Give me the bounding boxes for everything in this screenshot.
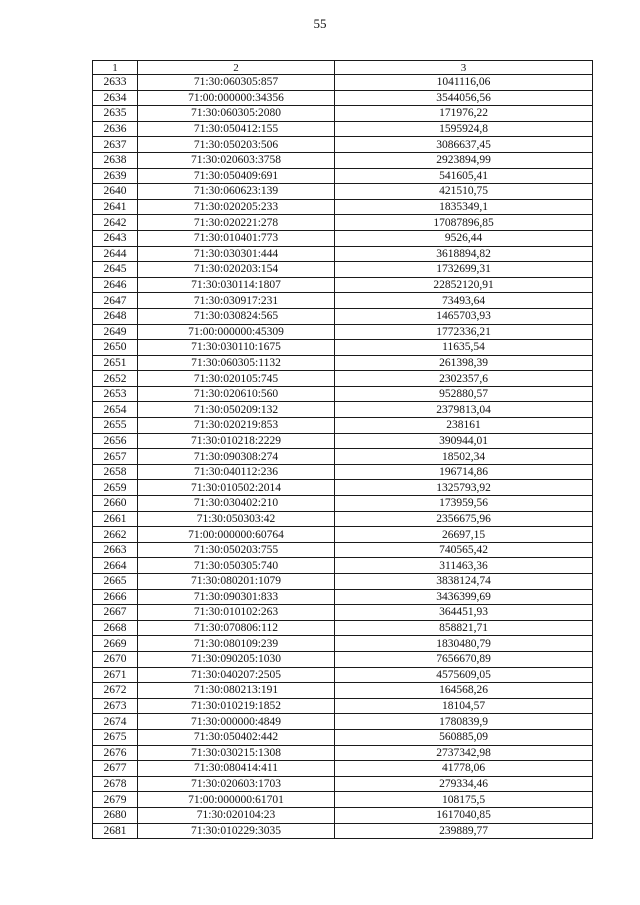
row-number-cell: 2648 bbox=[93, 308, 138, 324]
row-number-cell: 2647 bbox=[93, 293, 138, 309]
row-number-cell: 2669 bbox=[93, 636, 138, 652]
row-number-cell: 2644 bbox=[93, 246, 138, 262]
value-cell: 2356675,96 bbox=[335, 511, 593, 527]
row-number-cell: 2659 bbox=[93, 480, 138, 496]
table-row bbox=[93, 121, 593, 137]
registry-table-container bbox=[92, 60, 589, 839]
table-row bbox=[93, 402, 593, 418]
row-number-cell: 2660 bbox=[93, 496, 138, 512]
cadastral-number-cell: 71:00:000000:45309 bbox=[138, 324, 335, 340]
value-cell: 73493,64 bbox=[335, 293, 593, 309]
value-cell: 279334,46 bbox=[335, 776, 593, 792]
value-cell: 7656670,89 bbox=[335, 651, 593, 667]
table-row bbox=[93, 184, 593, 200]
value-cell: 1780839,9 bbox=[335, 714, 593, 730]
value-cell: 1772336,21 bbox=[335, 324, 593, 340]
table-row bbox=[93, 527, 593, 543]
cadastral-number-cell: 71:30:050409:691 bbox=[138, 168, 335, 184]
table-row bbox=[93, 683, 593, 699]
cadastral-number-cell: 71:30:080201:1079 bbox=[138, 574, 335, 590]
value-cell: 4575609,05 bbox=[335, 667, 593, 683]
table-row bbox=[93, 823, 593, 839]
row-number-cell: 2670 bbox=[93, 651, 138, 667]
cadastral-number-cell: 71:30:010219:1852 bbox=[138, 698, 335, 714]
table-row bbox=[93, 698, 593, 714]
value-cell: 1465703,93 bbox=[335, 308, 593, 324]
cadastral-number-cell: 71:30:020203:154 bbox=[138, 262, 335, 278]
cadastral-number-cell: 71:30:020610:560 bbox=[138, 386, 335, 402]
row-number-cell: 2634 bbox=[93, 90, 138, 106]
cadastral-number-cell: 71:30:020219:853 bbox=[138, 418, 335, 434]
table-row bbox=[93, 792, 593, 808]
value-cell: 41778,06 bbox=[335, 761, 593, 777]
value-cell: 1595924,8 bbox=[335, 121, 593, 137]
row-number-cell: 2661 bbox=[93, 511, 138, 527]
table-row bbox=[93, 246, 593, 262]
table-row bbox=[93, 620, 593, 636]
cadastral-number-cell: 71:30:060623:139 bbox=[138, 184, 335, 200]
value-cell: 390944,01 bbox=[335, 433, 593, 449]
row-number-cell: 2652 bbox=[93, 371, 138, 387]
registry-table bbox=[92, 60, 593, 839]
value-cell: 3436399,69 bbox=[335, 589, 593, 605]
row-number-cell: 2649 bbox=[93, 324, 138, 340]
row-number-cell: 2654 bbox=[93, 402, 138, 418]
cadastral-number-cell: 71:30:010229:3035 bbox=[138, 823, 335, 839]
cadastral-number-cell: 71:30:020603:1703 bbox=[138, 776, 335, 792]
table-row bbox=[93, 230, 593, 246]
value-cell: 3086637,45 bbox=[335, 137, 593, 153]
page-number: 55 bbox=[313, 16, 327, 31]
cadastral-number-cell: 71:00:000000:61701 bbox=[138, 792, 335, 808]
table-row bbox=[93, 386, 593, 402]
row-number-cell: 2673 bbox=[93, 698, 138, 714]
cadastral-number-cell: 71:30:020221:278 bbox=[138, 215, 335, 231]
table-row bbox=[93, 418, 593, 434]
cadastral-number-cell: 71:30:010401:773 bbox=[138, 230, 335, 246]
cadastral-number-cell: 71:30:020104:23 bbox=[138, 807, 335, 823]
row-number-cell: 2664 bbox=[93, 558, 138, 574]
value-cell: 9526,44 bbox=[335, 230, 593, 246]
cadastral-number-cell: 71:30:080109:239 bbox=[138, 636, 335, 652]
table-row bbox=[93, 464, 593, 480]
table-row bbox=[93, 558, 593, 574]
table-row bbox=[93, 75, 593, 91]
table-body bbox=[93, 75, 593, 839]
value-cell: 18104,57 bbox=[335, 698, 593, 714]
table-row bbox=[93, 168, 593, 184]
table-row bbox=[93, 308, 593, 324]
value-cell: 1830480,79 bbox=[335, 636, 593, 652]
value-cell: 261398,39 bbox=[335, 355, 593, 371]
row-number-cell: 2658 bbox=[93, 464, 138, 480]
row-number-cell: 2656 bbox=[93, 433, 138, 449]
row-number-cell: 2650 bbox=[93, 340, 138, 356]
row-number-cell: 2636 bbox=[93, 121, 138, 137]
value-cell: 108175,5 bbox=[335, 792, 593, 808]
cadastral-number-cell: 71:30:010218:2229 bbox=[138, 433, 335, 449]
cadastral-number-cell: 71:30:080213:191 bbox=[138, 683, 335, 699]
table-row bbox=[93, 745, 593, 761]
value-cell: 2923894,99 bbox=[335, 152, 593, 168]
table-row bbox=[93, 433, 593, 449]
cadastral-number-cell: 71:00:000000:60764 bbox=[138, 527, 335, 543]
cadastral-number-cell: 71:30:090205:1030 bbox=[138, 651, 335, 667]
cadastral-number-cell: 71:30:050402:442 bbox=[138, 729, 335, 745]
row-number-cell: 2663 bbox=[93, 542, 138, 558]
cadastral-number-cell: 71:30:050203:755 bbox=[138, 542, 335, 558]
cadastral-number-cell: 71:30:030114:1807 bbox=[138, 277, 335, 293]
cadastral-number-cell: 71:30:030301:444 bbox=[138, 246, 335, 262]
row-number-cell: 2666 bbox=[93, 589, 138, 605]
value-cell: 164568,26 bbox=[335, 683, 593, 699]
value-cell: 3838124,74 bbox=[335, 574, 593, 590]
cadastral-number-cell: 71:30:040112:236 bbox=[138, 464, 335, 480]
row-number-cell: 2657 bbox=[93, 449, 138, 465]
table-row bbox=[93, 262, 593, 278]
table-row bbox=[93, 324, 593, 340]
row-number-cell: 2678 bbox=[93, 776, 138, 792]
row-number-cell: 2635 bbox=[93, 106, 138, 122]
cadastral-number-cell: 71:30:040207:2505 bbox=[138, 667, 335, 683]
value-cell: 858821,71 bbox=[335, 620, 593, 636]
row-number-cell: 2640 bbox=[93, 184, 138, 200]
table-row bbox=[93, 761, 593, 777]
row-number-cell: 2668 bbox=[93, 620, 138, 636]
column-header-2: 2 bbox=[138, 61, 335, 75]
row-number-cell: 2646 bbox=[93, 277, 138, 293]
table-row bbox=[93, 277, 593, 293]
value-cell: 11635,54 bbox=[335, 340, 593, 356]
table-header bbox=[93, 61, 593, 75]
row-number-cell: 2645 bbox=[93, 262, 138, 278]
row-number-cell: 2638 bbox=[93, 152, 138, 168]
row-number-cell: 2643 bbox=[93, 230, 138, 246]
value-cell: 239889,77 bbox=[335, 823, 593, 839]
table-row bbox=[93, 511, 593, 527]
row-number-cell: 2642 bbox=[93, 215, 138, 231]
value-cell: 952880,57 bbox=[335, 386, 593, 402]
row-number-cell: 2672 bbox=[93, 683, 138, 699]
table-row bbox=[93, 636, 593, 652]
cadastral-number-cell: 71:30:030110:1675 bbox=[138, 340, 335, 356]
value-cell: 1617040,85 bbox=[335, 807, 593, 823]
cadastral-number-cell: 71:00:000000:34356 bbox=[138, 90, 335, 106]
table-row bbox=[93, 137, 593, 153]
header-row bbox=[93, 61, 593, 75]
table-row bbox=[93, 480, 593, 496]
row-number-cell: 2655 bbox=[93, 418, 138, 434]
table-row bbox=[93, 667, 593, 683]
value-cell: 2737342,98 bbox=[335, 745, 593, 761]
cadastral-number-cell: 71:30:090301:833 bbox=[138, 589, 335, 605]
cadastral-number-cell: 71:30:030917:231 bbox=[138, 293, 335, 309]
row-number-cell: 2637 bbox=[93, 137, 138, 153]
cadastral-number-cell: 71:30:020105:745 bbox=[138, 371, 335, 387]
table-row bbox=[93, 542, 593, 558]
cadastral-number-cell: 71:30:050303:42 bbox=[138, 511, 335, 527]
table-row bbox=[93, 496, 593, 512]
table-row bbox=[93, 106, 593, 122]
value-cell: 311463,36 bbox=[335, 558, 593, 574]
value-cell: 173959,56 bbox=[335, 496, 593, 512]
cadastral-number-cell: 71:30:020603:3758 bbox=[138, 152, 335, 168]
cadastral-number-cell: 71:30:000000:4849 bbox=[138, 714, 335, 730]
value-cell: 171976,22 bbox=[335, 106, 593, 122]
table-row bbox=[93, 574, 593, 590]
value-cell: 26697,15 bbox=[335, 527, 593, 543]
value-cell: 1041116,06 bbox=[335, 75, 593, 91]
table-row bbox=[93, 199, 593, 215]
row-number-cell: 2667 bbox=[93, 605, 138, 621]
cadastral-number-cell: 71:30:050412:155 bbox=[138, 121, 335, 137]
value-cell: 1732699,31 bbox=[335, 262, 593, 278]
value-cell: 364451,93 bbox=[335, 605, 593, 621]
table-row bbox=[93, 152, 593, 168]
table-row bbox=[93, 651, 593, 667]
cadastral-number-cell: 71:30:060305:2080 bbox=[138, 106, 335, 122]
row-number-cell: 2680 bbox=[93, 807, 138, 823]
value-cell: 22852120,91 bbox=[335, 277, 593, 293]
value-cell: 196714,86 bbox=[335, 464, 593, 480]
cadastral-number-cell: 71:30:030215:1308 bbox=[138, 745, 335, 761]
table-row bbox=[93, 215, 593, 231]
cadastral-number-cell: 71:30:090308:274 bbox=[138, 449, 335, 465]
row-number-cell: 2633 bbox=[93, 75, 138, 91]
column-header-3: 3 bbox=[335, 61, 593, 75]
row-number-cell: 2671 bbox=[93, 667, 138, 683]
cadastral-number-cell: 71:30:060305:857 bbox=[138, 75, 335, 91]
table-row bbox=[93, 605, 593, 621]
table-row bbox=[93, 776, 593, 792]
row-number-cell: 2674 bbox=[93, 714, 138, 730]
row-number-cell: 2665 bbox=[93, 574, 138, 590]
cadastral-number-cell: 71:30:030402:210 bbox=[138, 496, 335, 512]
row-number-cell: 2681 bbox=[93, 823, 138, 839]
value-cell: 17087896,85 bbox=[335, 215, 593, 231]
table-row bbox=[93, 589, 593, 605]
row-number-cell: 2639 bbox=[93, 168, 138, 184]
value-cell: 18502,34 bbox=[335, 449, 593, 465]
value-cell: 421510,75 bbox=[335, 184, 593, 200]
row-number-cell: 2675 bbox=[93, 729, 138, 745]
cadastral-number-cell: 71:30:050209:132 bbox=[138, 402, 335, 418]
row-number-cell: 2676 bbox=[93, 745, 138, 761]
value-cell: 1325793,92 bbox=[335, 480, 593, 496]
cadastral-number-cell: 71:30:070806:112 bbox=[138, 620, 335, 636]
row-number-cell: 2662 bbox=[93, 527, 138, 543]
cadastral-number-cell: 71:30:060305:1132 bbox=[138, 355, 335, 371]
value-cell: 238161 bbox=[335, 418, 593, 434]
column-header-1: 1 bbox=[93, 61, 138, 75]
table-row bbox=[93, 807, 593, 823]
value-cell: 2302357,6 bbox=[335, 371, 593, 387]
cadastral-number-cell: 71:30:010502:2014 bbox=[138, 480, 335, 496]
row-number-cell: 2677 bbox=[93, 761, 138, 777]
table-row bbox=[93, 90, 593, 106]
cadastral-number-cell: 71:30:020205:233 bbox=[138, 199, 335, 215]
cadastral-number-cell: 71:30:010102:263 bbox=[138, 605, 335, 621]
table-row bbox=[93, 714, 593, 730]
table-row bbox=[93, 293, 593, 309]
row-number-cell: 2679 bbox=[93, 792, 138, 808]
row-number-cell: 2653 bbox=[93, 386, 138, 402]
cadastral-number-cell: 71:30:080414:411 bbox=[138, 761, 335, 777]
value-cell: 2379813,04 bbox=[335, 402, 593, 418]
value-cell: 1835349,1 bbox=[335, 199, 593, 215]
table-row bbox=[93, 449, 593, 465]
row-number-cell: 2651 bbox=[93, 355, 138, 371]
value-cell: 740565,42 bbox=[335, 542, 593, 558]
cadastral-number-cell: 71:30:030824:565 bbox=[138, 308, 335, 324]
row-number-cell: 2641 bbox=[93, 199, 138, 215]
table-row bbox=[93, 729, 593, 745]
value-cell: 3618894,82 bbox=[335, 246, 593, 262]
table-row bbox=[93, 355, 593, 371]
value-cell: 560885,09 bbox=[335, 729, 593, 745]
cadastral-number-cell: 71:30:050305:740 bbox=[138, 558, 335, 574]
value-cell: 541605,41 bbox=[335, 168, 593, 184]
table-row bbox=[93, 371, 593, 387]
value-cell: 3544056,56 bbox=[335, 90, 593, 106]
cadastral-number-cell: 71:30:050203:506 bbox=[138, 137, 335, 153]
table-row bbox=[93, 340, 593, 356]
